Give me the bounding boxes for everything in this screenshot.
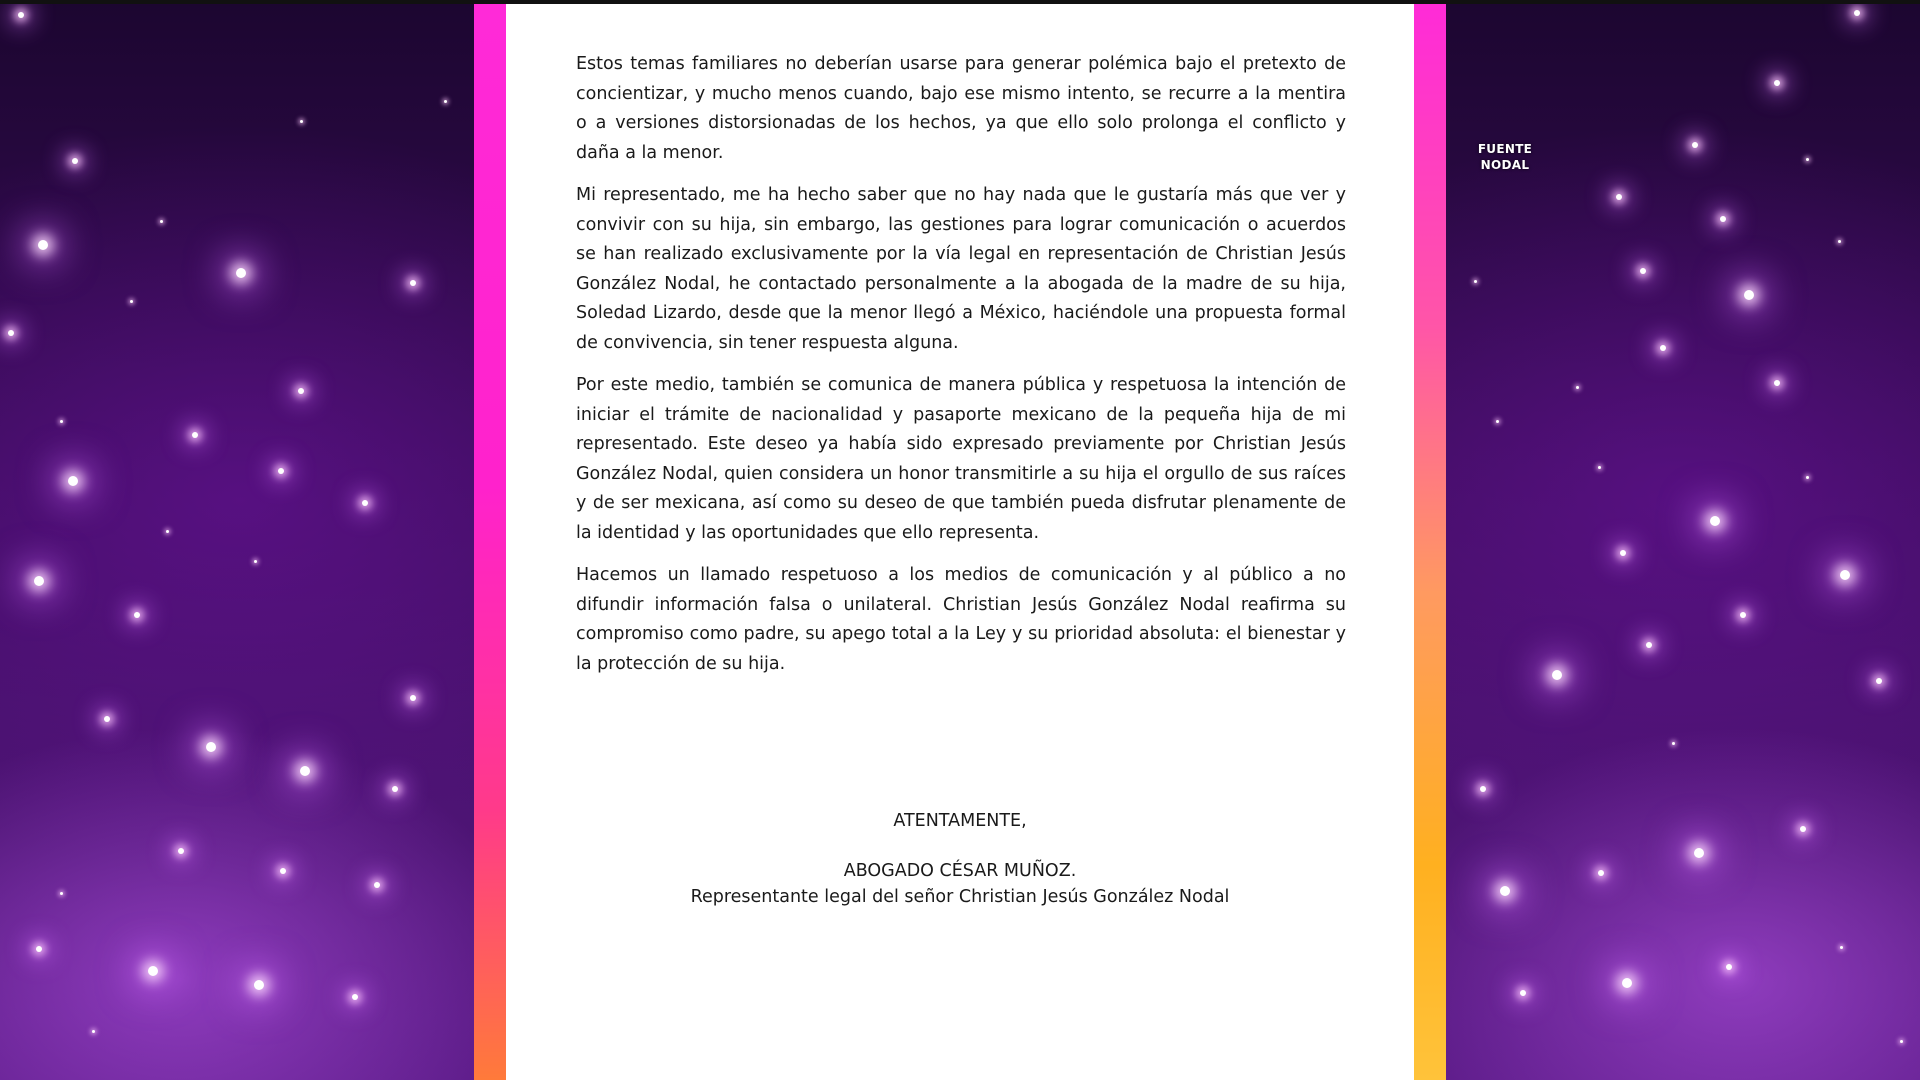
star-decoration [1840, 946, 1843, 949]
star-decoration [134, 612, 140, 618]
star-decoration [1710, 516, 1720, 526]
star-decoration [8, 330, 14, 336]
star-decoration [254, 560, 257, 563]
star-decoration [160, 220, 163, 223]
star-decoration [1646, 642, 1652, 648]
star-decoration [1496, 420, 1499, 423]
star-decoration [1598, 466, 1601, 469]
paragraph-3: Por este medio, también se comunica de manera pública y respetuosa la intención de iniciar el trámite de nacionalidad y pasaporte mexicano de la pequeña hija de mi representado. Este deseo ya había sido expresado previamente por Christian Jesús González Nodal, quien considera un honor transmitirle a su hija el orgullo de sus raíces y de ser mexicana, así como su deseo de que también pueda disfrutar plenamente de la identidad y las oportunidades que ello representa. [576, 375, 1346, 543]
star-decoration [60, 892, 63, 895]
star-decoration [192, 432, 198, 438]
signature-block [506, 808, 1414, 910]
star-decoration [300, 120, 303, 123]
star-decoration [38, 240, 48, 250]
star-decoration [1660, 345, 1666, 351]
star-decoration [72, 158, 78, 164]
star-decoration [1800, 826, 1806, 832]
star-decoration [280, 868, 286, 874]
star-decoration [206, 742, 216, 752]
source-label: FUENTE [1477, 142, 1533, 156]
star-decoration [34, 576, 44, 586]
star-decoration [1840, 570, 1850, 580]
star-decoration [352, 994, 358, 1000]
star-decoration [92, 1030, 95, 1033]
star-decoration [1640, 268, 1646, 274]
star-decoration [236, 268, 246, 278]
star-decoration [254, 980, 264, 990]
star-decoration [1694, 848, 1704, 858]
star-decoration [1692, 142, 1698, 148]
paragraph-4: Hacemos un llamado respetuoso a los medios de comunicación y al público a no difundir información falsa o unilateral. Christian Jesús González Nodal reafirma su compromiso como padre, su apego total a la Ley y su prioridad absoluta: el bienestar y la protección de su hija. [576, 565, 1346, 674]
star-decoration [1620, 550, 1626, 556]
star-decoration [36, 946, 42, 952]
source-name: NODAL [1480, 158, 1530, 172]
star-decoration [130, 300, 133, 303]
star-decoration [1876, 678, 1882, 684]
star-decoration [1838, 240, 1841, 243]
star-decoration [178, 848, 184, 854]
star-decoration [1672, 742, 1675, 745]
star-decoration [374, 882, 380, 888]
star-decoration [1480, 786, 1486, 792]
left-gradient-border [474, 0, 506, 1080]
star-decoration [278, 468, 284, 474]
star-decoration [1552, 670, 1562, 680]
paragraph-2: Mi representado, me ha hecho saber que no hay nada que le gustaría más que ver y convivir con su hija, sin embargo, las gestiones para lograr comunicación o acuerdos se han realizado exclusivamente por la vía legal en representación de Christian Jesús González Nodal, he contactado personalmente a la abogada de la madre de su hija, Soledad Lizardo, desde que la menor llegó a México, haciéndole una propuesta formal de convivencia, sin tener respuesta alguna. [576, 185, 1346, 353]
star-decoration [410, 280, 416, 286]
star-decoration [1806, 158, 1809, 161]
star-decoration [392, 786, 398, 792]
star-decoration [60, 420, 63, 423]
signer-name: ABOGADO CÉSAR MUÑOZ. [843, 861, 1077, 881]
star-decoration [1854, 10, 1860, 16]
star-decoration [1900, 1040, 1903, 1043]
closing-salutation: ATENTAMENTE, [893, 811, 1027, 831]
star-decoration [1616, 194, 1622, 200]
statement-body [576, 50, 1346, 692]
star-decoration [444, 100, 447, 103]
signer-title: Representante legal del señor Christian Jesús González Nodal [690, 887, 1230, 907]
star-decoration [68, 476, 78, 486]
star-decoration [104, 716, 110, 722]
star-decoration [362, 500, 368, 506]
star-decoration [1720, 216, 1726, 222]
star-decoration [1576, 386, 1579, 389]
star-decoration [1598, 870, 1604, 876]
star-decoration [1774, 380, 1780, 386]
star-decoration [1726, 964, 1732, 970]
paragraph-1: Estos temas familiares no deberían usarse para generar polémica bajo el pretexto de concientizar, y mucho menos cuando, bajo ese mismo intento, se recurre a la mentira o a versiones distorsionadas de los hechos, ya que ello solo prolonga el conflicto y daña a la menor. [576, 54, 1346, 163]
star-decoration [1520, 990, 1526, 996]
star-decoration [1774, 80, 1780, 86]
star-decoration [298, 388, 304, 394]
statement-document [506, 4, 1414, 1080]
star-decoration [1740, 612, 1746, 618]
star-decoration [166, 530, 169, 533]
star-decoration [1744, 290, 1754, 300]
star-decoration [18, 12, 24, 18]
star-decoration [148, 966, 158, 976]
star-decoration [1622, 978, 1632, 988]
right-gradient-border [1414, 0, 1446, 1080]
star-decoration [300, 766, 310, 776]
star-decoration [1474, 280, 1477, 283]
source-credit [1470, 141, 1540, 173]
star-decoration [1500, 886, 1510, 896]
star-decoration [1806, 476, 1809, 479]
star-decoration [410, 695, 416, 701]
